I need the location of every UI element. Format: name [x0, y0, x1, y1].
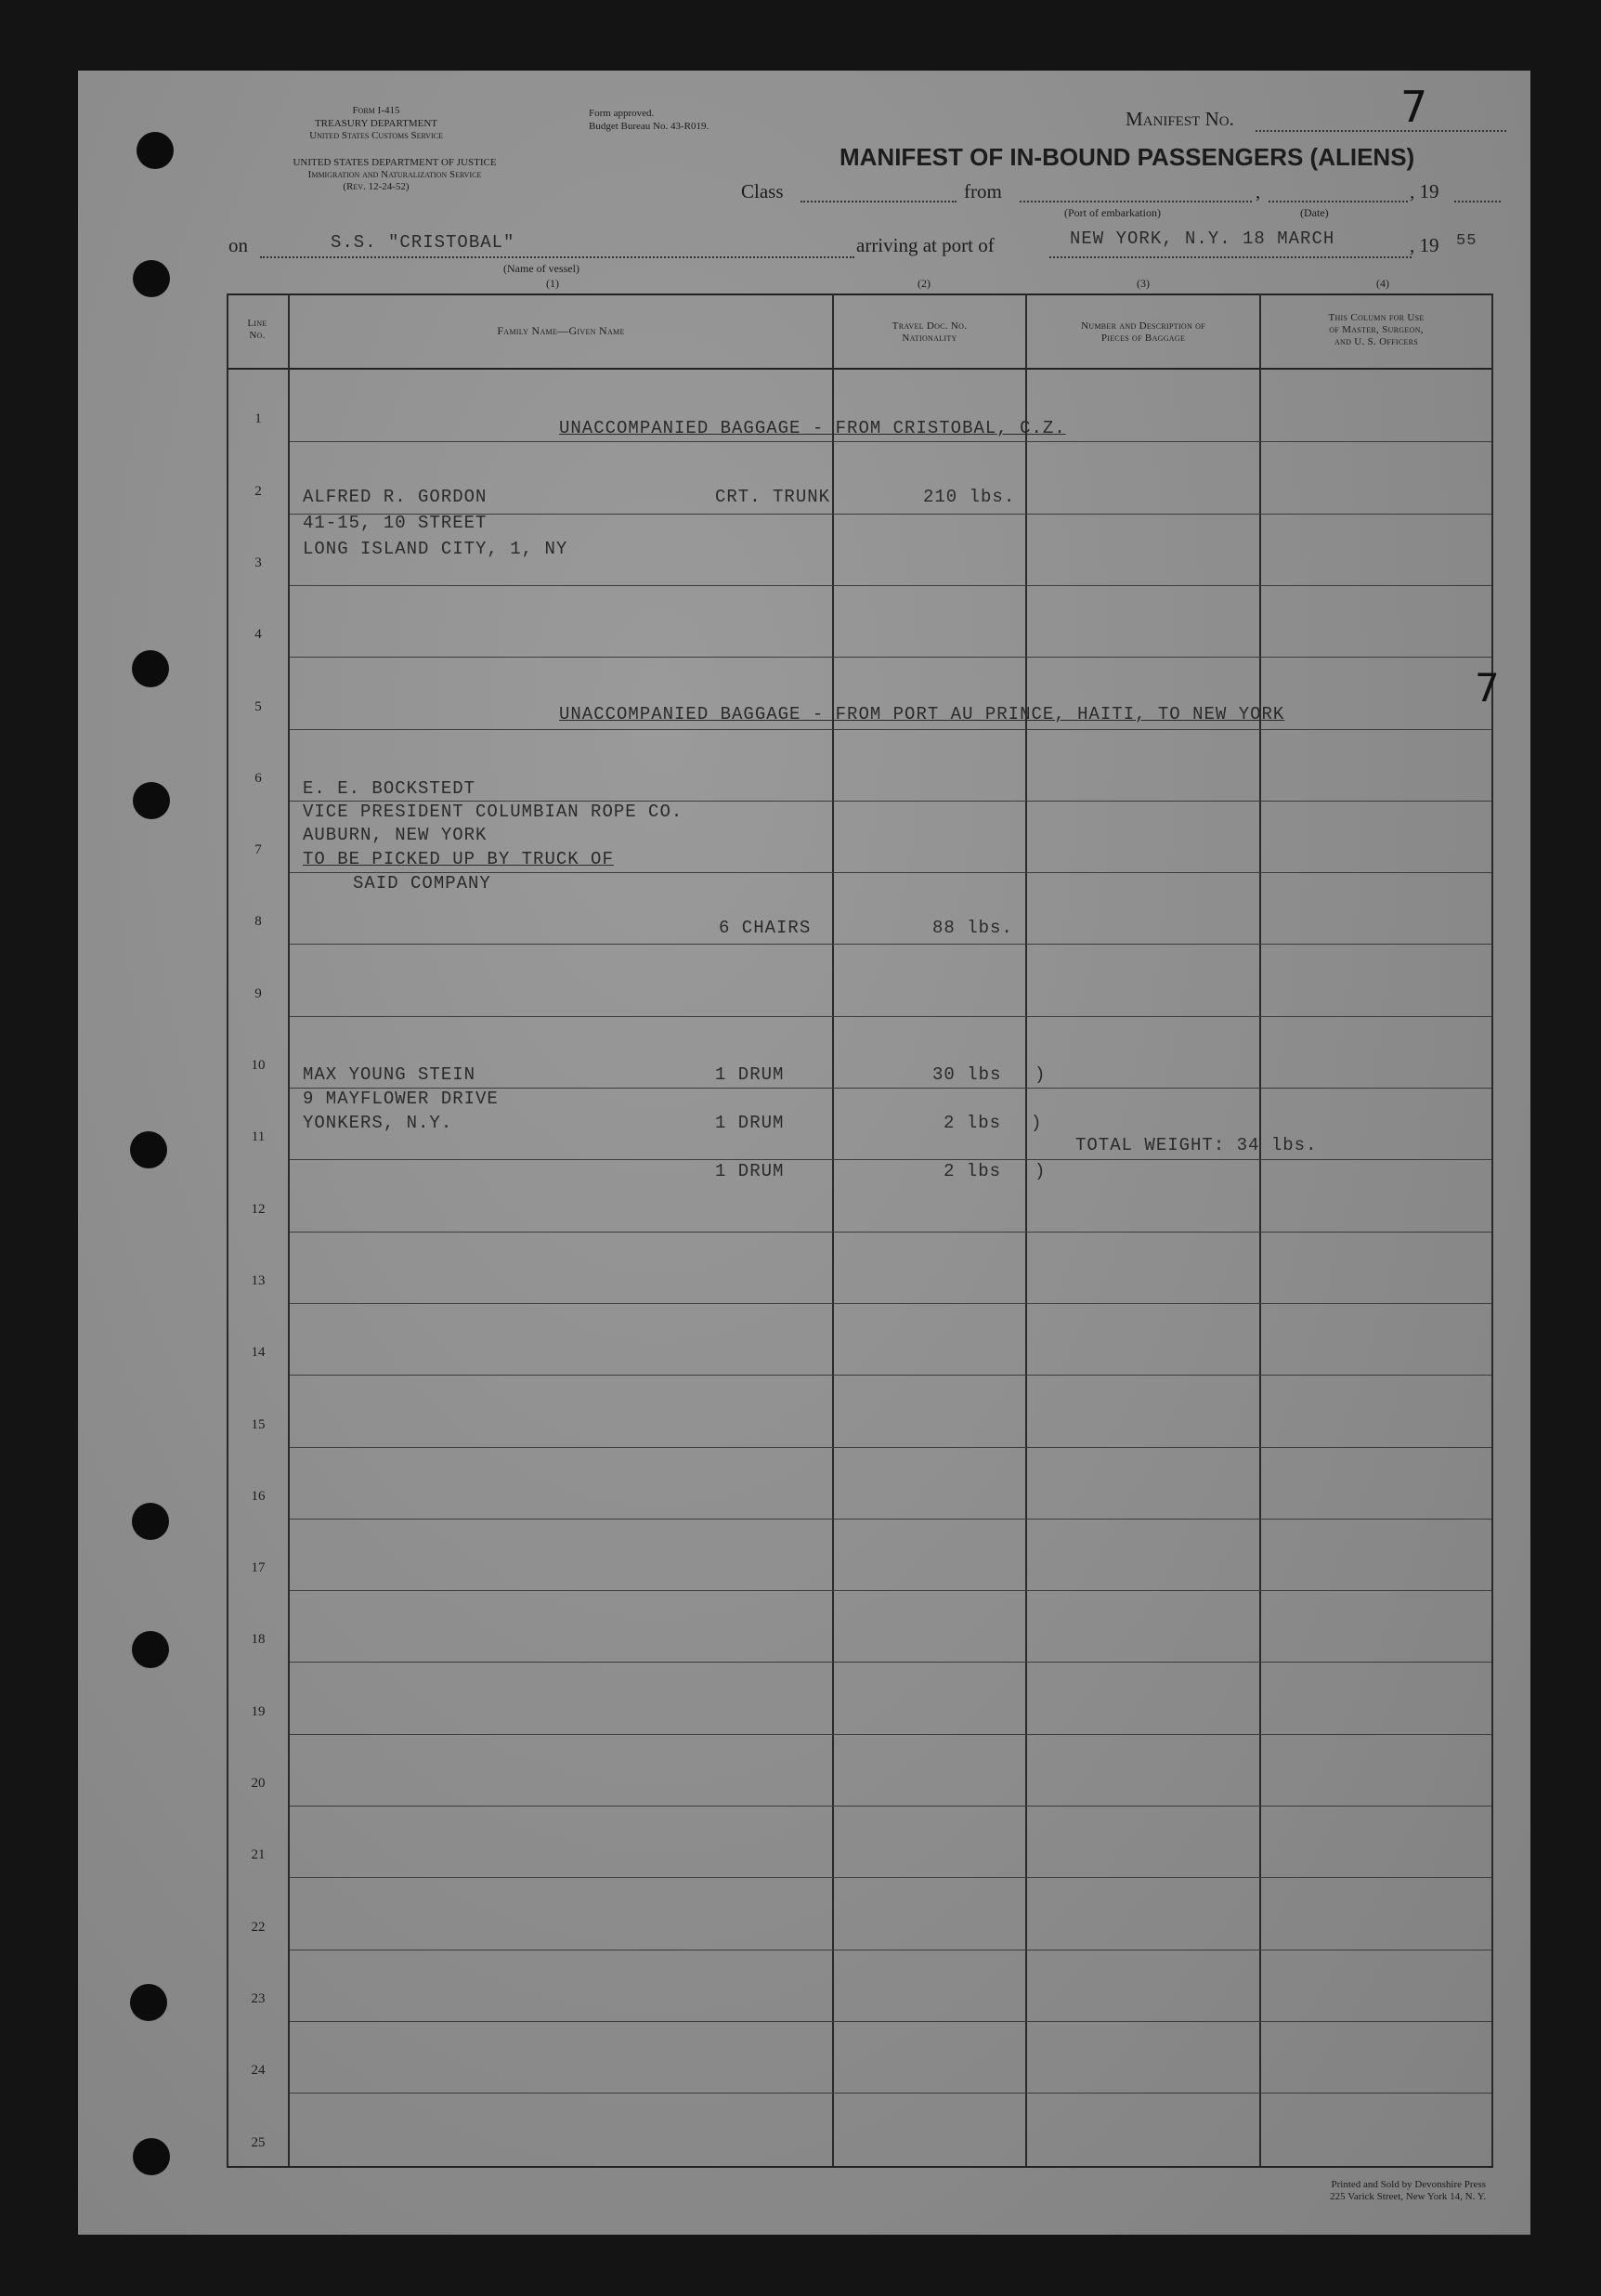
line-number: 14 — [251, 1345, 266, 1361]
department-name: TREASURY DEPARTMENT — [314, 118, 438, 129]
punch-hole — [133, 2138, 170, 2175]
bockstedt-item: 6 CHAIRS — [719, 918, 812, 938]
line-number: 8 — [254, 914, 262, 930]
line-number: 9 — [254, 985, 262, 1001]
row-rule — [290, 1806, 1491, 1807]
row-rule — [290, 1447, 1491, 1448]
class-line — [800, 201, 957, 202]
manifest-no-line — [1256, 130, 1506, 132]
punch-hole — [133, 260, 170, 297]
row-rule — [290, 1159, 1491, 1160]
col-num-1: (1) — [546, 277, 559, 290]
service-name: United States Customs Service — [309, 130, 443, 141]
class-label: Class — [741, 180, 784, 202]
col-head-officers — [1261, 312, 1491, 348]
vessel-line — [260, 256, 854, 258]
gordon-weight: 210 lbs. — [923, 487, 1016, 507]
row-rule — [290, 441, 1491, 442]
stein-address-2: YONKERS, N.Y. — [303, 1113, 453, 1133]
section-heading-2: UNACCOMPANIED BAGGAGE - FROM PORT AU PRINCE, HAITI, TO NEW YORK — [559, 704, 1285, 724]
gordon-address-2: LONG ISLAND CITY, 1, NY — [303, 539, 568, 559]
justice-dept: UNITED STATES DEPARTMENT OF JUSTICE — [293, 157, 497, 168]
col-head-travel-doc — [834, 320, 1025, 345]
punch-hole — [137, 132, 174, 169]
line-number: 20 — [251, 1776, 266, 1791]
year-label: , 19 — [1410, 180, 1439, 202]
bockstedt-name: E. E. BOCKSTEDT — [303, 778, 476, 799]
punch-hole — [132, 1631, 169, 1668]
bockstedt-line-2: VICE PRESIDENT COLUMBIAN ROPE CO. — [303, 802, 683, 822]
punch-hole — [130, 1984, 167, 2021]
gordon-item: CRT. TRUNK — [715, 487, 831, 507]
line-number: 3 — [254, 554, 262, 570]
col-head-line: Line — [247, 318, 267, 329]
line-number: 10 — [251, 1058, 266, 1073]
printer-footer — [1207, 2179, 1486, 2203]
row-rule — [290, 2093, 1491, 2094]
punch-hole — [133, 782, 170, 819]
line-number: 17 — [251, 1560, 266, 1576]
margin-number: 7 — [1475, 665, 1500, 711]
section-heading-1: UNACCOMPANIED BAGGAGE - FROM CRISTOBAL, C.Z. — [559, 418, 1066, 438]
row-rule — [290, 1232, 1491, 1233]
row-rule — [290, 944, 1491, 945]
line-number: 6 — [254, 770, 262, 786]
punch-hole — [132, 650, 169, 687]
manifest-number: 7 — [1400, 82, 1428, 132]
line-number: 5 — [254, 698, 262, 714]
col-head-officers-2: of Master, Surgeon, — [1329, 324, 1424, 335]
row-rule — [290, 1662, 1491, 1663]
line-number: 24 — [251, 2063, 266, 2079]
page-title: MANIFEST OF IN-BOUND PASSENGERS (ALIENS) — [840, 143, 1415, 171]
punch-hole — [130, 1131, 167, 1168]
line-number: 21 — [251, 1847, 266, 1863]
line-number: 19 — [251, 1703, 266, 1719]
line-number: 2 — [254, 483, 262, 499]
line-number: 23 — [251, 1990, 266, 2006]
stein-weight-1: 30 lbs — [932, 1064, 1002, 1085]
line-number: 25 — [251, 2134, 266, 2150]
line-number: 15 — [251, 1416, 266, 1432]
row-rule — [290, 729, 1491, 730]
table-right-border — [1491, 294, 1493, 2168]
from-label: from — [964, 180, 1002, 202]
port-embarkation-caption: (Port of embarkation) — [1064, 206, 1161, 219]
punch-hole — [132, 1503, 169, 1540]
col-num-3: (3) — [1137, 277, 1150, 290]
arrival-port-date: NEW YORK, N.Y. 18 MARCH — [1070, 228, 1335, 249]
col-head-officers-1: This Column for Use — [1328, 312, 1425, 323]
col-head-line-no — [234, 318, 280, 342]
line-number: 11 — [251, 1129, 266, 1145]
row-rule — [290, 1734, 1491, 1735]
line-number: 4 — [254, 627, 262, 643]
manifest-no-label: Manifest No. — [1126, 108, 1234, 130]
ins-name: Immigration and Naturalization Service — [307, 169, 482, 180]
line-number: 13 — [251, 1272, 266, 1288]
port-embarkation-line — [1020, 201, 1252, 202]
arrival-year-label: , 19 — [1410, 234, 1439, 256]
brace-mark-1: ) — [1035, 1064, 1047, 1085]
row-rule — [290, 1877, 1491, 1878]
arrival-line — [1049, 256, 1412, 258]
row-rule — [290, 2021, 1491, 2022]
stein-address-1: 9 MAYFLOWER DRIVE — [303, 1089, 499, 1109]
row-rule — [290, 1519, 1491, 1520]
bockstedt-line-3: AUBURN, NEW YORK — [303, 825, 488, 845]
header-bottom-rule — [227, 368, 1493, 370]
row-rule — [290, 1016, 1491, 1017]
arrival-year: 55 — [1456, 232, 1477, 250]
col-head-travel-doc-2: Nationality — [902, 333, 957, 344]
stein-item-2: 1 DRUM — [715, 1113, 785, 1133]
budget-bureau: Budget Bureau No. 43-R019. — [589, 121, 709, 132]
stein-weight-3: 2 lbs — [944, 1161, 1002, 1181]
line-number: 1 — [254, 411, 262, 427]
stein-item-3: 1 DRUM — [715, 1161, 785, 1181]
gordon-name: ALFRED R. GORDON — [303, 487, 488, 507]
vessel-caption: (Name of vessel) — [503, 262, 579, 275]
line-number: 18 — [251, 1632, 266, 1648]
line-number: 7 — [254, 842, 262, 858]
col-head-baggage-2: Pieces of Baggage — [1100, 333, 1186, 344]
vessel-name: S.S. "CRISTOBAL" — [331, 232, 515, 253]
stein-item-1: 1 DRUM — [715, 1064, 785, 1085]
printer-line-2: 225 Varick Street, New York 14, N. Y. — [1330, 2191, 1486, 2202]
bockstedt-line-4: TO BE PICKED UP BY TRUCK OF — [303, 849, 614, 869]
stein-name: MAX YOUNG STEIN — [303, 1064, 476, 1085]
year-line — [1454, 201, 1501, 202]
brace-mark-2: ) — [1031, 1113, 1043, 1133]
row-rule — [290, 1303, 1491, 1304]
total-weight: TOTAL WEIGHT: 34 lbs. — [1075, 1135, 1318, 1155]
date-line — [1269, 201, 1408, 202]
bockstedt-weight: 88 lbs. — [932, 918, 1013, 938]
on-label: on — [228, 234, 248, 256]
row-rule — [290, 1375, 1491, 1376]
printer-line-1: Printed and Sold by Devonshire Press — [1331, 2179, 1486, 2190]
col-num-2: (2) — [918, 277, 931, 290]
row-rule — [290, 657, 1491, 658]
table-top-rule — [227, 294, 1493, 295]
col-head-baggage — [1027, 320, 1259, 345]
col-head-baggage-1: Number and Description of — [1081, 320, 1205, 332]
col-head-travel-doc-1: Travel Doc. No. — [892, 320, 968, 332]
table-bottom-rule — [227, 2166, 1493, 2168]
stein-weight-2: 2 lbs — [944, 1113, 1002, 1133]
date-caption: (Date) — [1300, 206, 1329, 219]
form-approved: Form approved. — [589, 108, 655, 119]
revision: (Rev. 12-24-52) — [343, 181, 410, 192]
arriving-label: arriving at port of — [856, 234, 995, 256]
line-number: 22 — [251, 1919, 266, 1935]
form-number: Form I-415 — [352, 105, 400, 116]
line-number: 12 — [251, 1201, 266, 1217]
brace-mark-3: ) — [1035, 1161, 1047, 1181]
gordon-address-1: 41-15, 10 STREET — [303, 513, 488, 533]
col-head-officers-3: and U. S. Officers — [1334, 336, 1419, 347]
table-left-border — [227, 294, 228, 2168]
comma: , — [1256, 180, 1261, 202]
col-num-4: (4) — [1376, 277, 1389, 290]
row-rule — [290, 1590, 1491, 1591]
row-rule — [290, 585, 1491, 586]
col-head-name: Family Name—Given Name — [497, 324, 625, 337]
bockstedt-line-5: SAID COMPANY — [353, 873, 491, 894]
line-number: 16 — [251, 1488, 266, 1504]
col-head-no: No. — [249, 330, 266, 341]
